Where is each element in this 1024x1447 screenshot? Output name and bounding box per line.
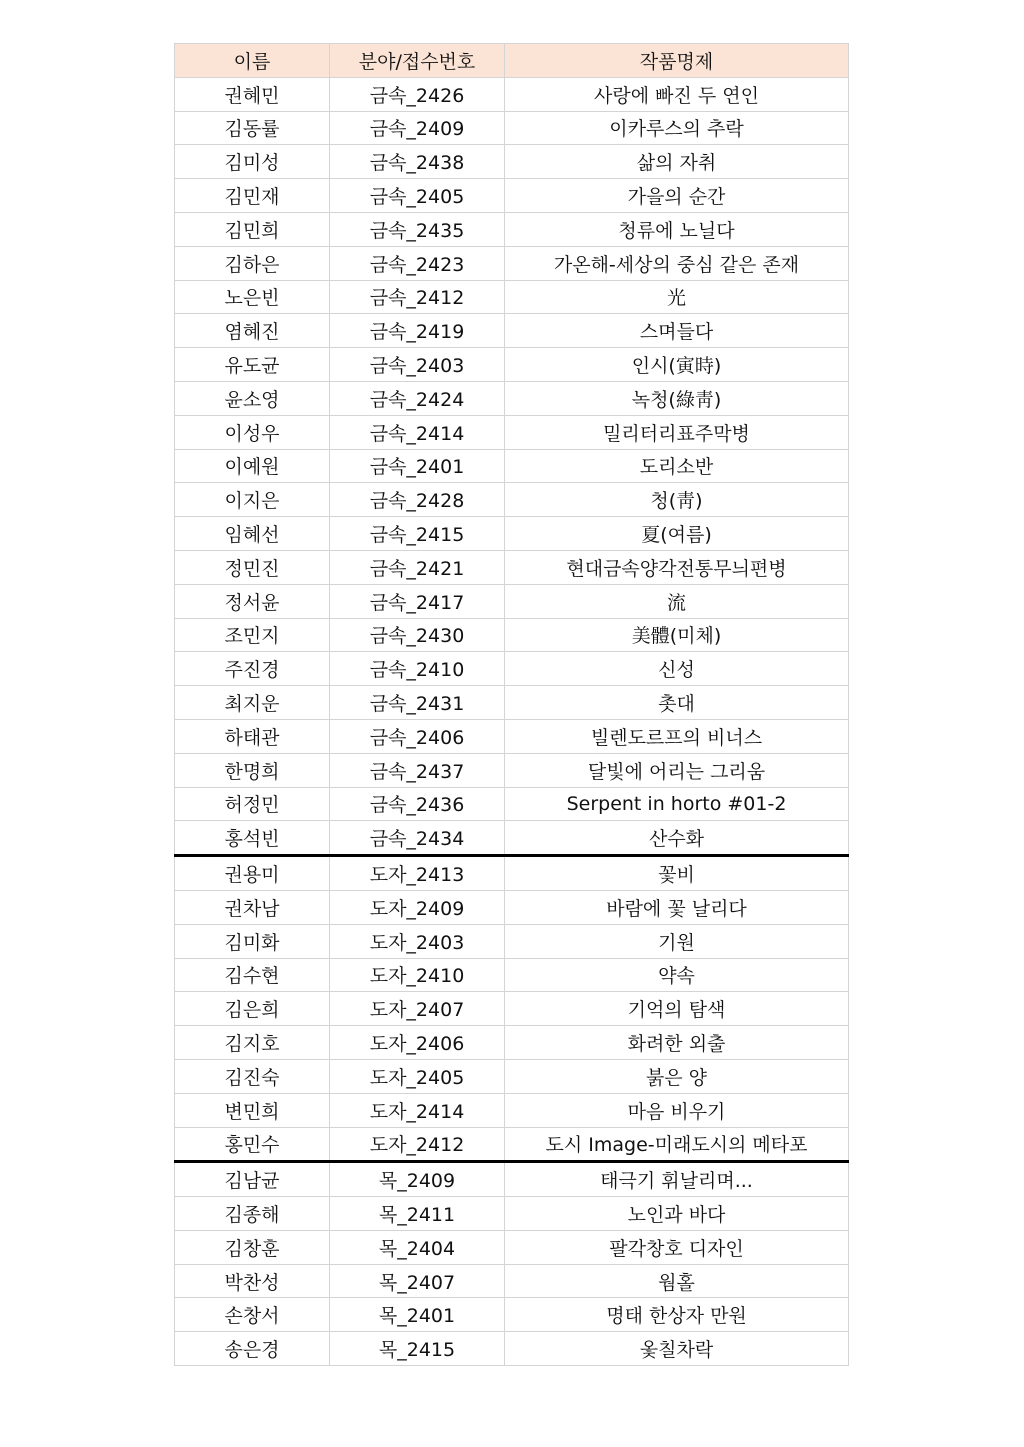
table-row bbox=[175, 212, 849, 246]
table-row bbox=[175, 719, 849, 753]
name-cell: 조민지 bbox=[175, 618, 330, 652]
name-cell: 김민재 bbox=[175, 179, 330, 213]
table-row bbox=[175, 517, 849, 551]
category-id-cell: 금속_2410 bbox=[330, 652, 505, 686]
category-id-cell: 금속_2405 bbox=[330, 179, 505, 213]
name-cell: 권용미 bbox=[175, 856, 330, 891]
table-row bbox=[175, 787, 849, 821]
table-row bbox=[175, 1026, 849, 1060]
table-row bbox=[175, 483, 849, 517]
category-id-cell: 목_2407 bbox=[330, 1264, 505, 1298]
work-title-cell: 팔각창호 디자인 bbox=[505, 1230, 849, 1264]
work-title-cell: 光 bbox=[505, 280, 849, 314]
name-cell: 홍석빈 bbox=[175, 821, 330, 856]
category-id-cell: 금속_2419 bbox=[330, 314, 505, 348]
category-id-cell: 도자_2414 bbox=[330, 1093, 505, 1127]
table-row bbox=[175, 1127, 849, 1162]
work-title-cell: 노인과 바다 bbox=[505, 1197, 849, 1231]
table-row bbox=[175, 652, 849, 686]
category-id-cell: 금속_2436 bbox=[330, 787, 505, 821]
table-row bbox=[175, 449, 849, 483]
category-id-cell: 금속_2401 bbox=[330, 449, 505, 483]
work-title-cell: 녹청(綠靑) bbox=[505, 381, 849, 415]
name-cell: 임혜선 bbox=[175, 517, 330, 551]
category-id-cell: 금속_2435 bbox=[330, 212, 505, 246]
work-title-cell: 빌렌도르프의 비너스 bbox=[505, 719, 849, 753]
table-row bbox=[175, 618, 849, 652]
name-cell: 김하은 bbox=[175, 246, 330, 280]
category-id-cell: 금속_2431 bbox=[330, 686, 505, 720]
name-cell: 하태관 bbox=[175, 719, 330, 753]
work-title-cell: 웜홀 bbox=[505, 1264, 849, 1298]
category-id-cell: 금속_2406 bbox=[330, 719, 505, 753]
name-cell: 정민진 bbox=[175, 550, 330, 584]
category-id-cell: 금속_2409 bbox=[330, 111, 505, 145]
table-row bbox=[175, 1298, 849, 1332]
name-cell: 주진경 bbox=[175, 652, 330, 686]
category-id-cell: 금속_2403 bbox=[330, 348, 505, 382]
table-row bbox=[175, 145, 849, 179]
category-id-cell: 도자_2407 bbox=[330, 992, 505, 1026]
category-id-cell: 목_2404 bbox=[330, 1230, 505, 1264]
name-cell: 이성우 bbox=[175, 415, 330, 449]
table-row bbox=[175, 821, 849, 856]
name-cell: 이예원 bbox=[175, 449, 330, 483]
category-id-cell: 도자_2413 bbox=[330, 856, 505, 891]
table-row bbox=[175, 280, 849, 314]
work-title-cell: 꽃비 bbox=[505, 856, 849, 891]
table-row bbox=[175, 246, 849, 280]
name-cell: 정서윤 bbox=[175, 584, 330, 618]
category-id-cell: 목_2415 bbox=[330, 1332, 505, 1366]
name-cell: 손창서 bbox=[175, 1298, 330, 1332]
category-id-cell: 금속_2426 bbox=[330, 77, 505, 111]
work-title-cell: 현대금속양각전통무늬편병 bbox=[505, 550, 849, 584]
name-cell: 최지운 bbox=[175, 686, 330, 720]
work-title-cell: 도시 Image-미래도시의 메타포 bbox=[505, 1127, 849, 1162]
table-row bbox=[175, 992, 849, 1026]
work-title-cell: 스며들다 bbox=[505, 314, 849, 348]
name-cell: 권차남 bbox=[175, 890, 330, 924]
name-cell: 김진숙 bbox=[175, 1059, 330, 1093]
category-id-cell: 도자_2410 bbox=[330, 958, 505, 992]
work-title-cell: 美體(미체) bbox=[505, 618, 849, 652]
name-cell: 변민희 bbox=[175, 1093, 330, 1127]
work-title-cell: 촛대 bbox=[505, 686, 849, 720]
name-cell: 김창훈 bbox=[175, 1230, 330, 1264]
name-cell: 김민희 bbox=[175, 212, 330, 246]
table-row bbox=[175, 584, 849, 618]
table-row bbox=[175, 1162, 849, 1197]
work-title-cell: 밀리터리표주막병 bbox=[505, 415, 849, 449]
table-header bbox=[175, 44, 849, 78]
entries-table bbox=[174, 43, 849, 1366]
name-cell: 노은빈 bbox=[175, 280, 330, 314]
work-title-cell: Serpent in horto #01-2 bbox=[505, 787, 849, 821]
work-title-cell: 도리소반 bbox=[505, 449, 849, 483]
table-body bbox=[175, 77, 849, 1365]
work-title-cell: 달빛에 어리는 그리움 bbox=[505, 753, 849, 787]
name-cell: 김동률 bbox=[175, 111, 330, 145]
category-id-cell: 목_2411 bbox=[330, 1197, 505, 1231]
name-cell: 김미성 bbox=[175, 145, 330, 179]
table-row bbox=[175, 415, 849, 449]
work-title-cell: 바람에 꽃 날리다 bbox=[505, 890, 849, 924]
category-id-cell: 금속_2414 bbox=[330, 415, 505, 449]
name-cell: 김종해 bbox=[175, 1197, 330, 1231]
work-title-cell: 기원 bbox=[505, 924, 849, 958]
header-work-title: 작품명제 bbox=[505, 44, 849, 78]
category-id-cell: 금속_2438 bbox=[330, 145, 505, 179]
name-cell: 김남균 bbox=[175, 1162, 330, 1197]
name-cell: 홍민수 bbox=[175, 1127, 330, 1162]
header-category-id: 분야/접수번호 bbox=[330, 44, 505, 78]
table-row bbox=[175, 686, 849, 720]
table-row bbox=[175, 314, 849, 348]
table-row bbox=[175, 179, 849, 213]
work-title-cell: 流 bbox=[505, 584, 849, 618]
work-title-cell: 가온해-세상의 중심 같은 존재 bbox=[505, 246, 849, 280]
category-id-cell: 도자_2406 bbox=[330, 1026, 505, 1060]
name-cell: 염혜진 bbox=[175, 314, 330, 348]
work-title-cell: 인시(寅時) bbox=[505, 348, 849, 382]
category-id-cell: 금속_2428 bbox=[330, 483, 505, 517]
work-title-cell: 산수화 bbox=[505, 821, 849, 856]
name-cell: 윤소영 bbox=[175, 381, 330, 415]
header-name: 이름 bbox=[175, 44, 330, 78]
name-cell: 유도균 bbox=[175, 348, 330, 382]
category-id-cell: 금속_2415 bbox=[330, 517, 505, 551]
category-id-cell: 금속_2423 bbox=[330, 246, 505, 280]
table-row bbox=[175, 111, 849, 145]
table-row bbox=[175, 1332, 849, 1366]
work-title-cell: 명태 한상자 만원 bbox=[505, 1298, 849, 1332]
name-cell: 김은희 bbox=[175, 992, 330, 1026]
work-title-cell: 청(靑) bbox=[505, 483, 849, 517]
name-cell: 박찬성 bbox=[175, 1264, 330, 1298]
category-id-cell: 금속_2437 bbox=[330, 753, 505, 787]
table-row bbox=[175, 856, 849, 891]
work-title-cell: 마음 비우기 bbox=[505, 1093, 849, 1127]
table-row bbox=[175, 77, 849, 111]
table-row bbox=[175, 381, 849, 415]
category-id-cell: 금속_2434 bbox=[330, 821, 505, 856]
table-row bbox=[175, 924, 849, 958]
name-cell: 김수현 bbox=[175, 958, 330, 992]
name-cell: 이지은 bbox=[175, 483, 330, 517]
category-id-cell: 도자_2409 bbox=[330, 890, 505, 924]
table-row bbox=[175, 1197, 849, 1231]
work-title-cell: 가을의 순간 bbox=[505, 179, 849, 213]
work-title-cell: 청류에 노닐다 bbox=[505, 212, 849, 246]
name-cell: 송은경 bbox=[175, 1332, 330, 1366]
name-cell: 김미화 bbox=[175, 924, 330, 958]
table-row bbox=[175, 958, 849, 992]
name-cell: 허정민 bbox=[175, 787, 330, 821]
work-title-cell: 이카루스의 추락 bbox=[505, 111, 849, 145]
work-title-cell: 기억의 탐색 bbox=[505, 992, 849, 1026]
category-id-cell: 목_2409 bbox=[330, 1162, 505, 1197]
table-row bbox=[175, 890, 849, 924]
work-title-cell: 화려한 외출 bbox=[505, 1026, 849, 1060]
header-row bbox=[175, 44, 849, 78]
name-cell: 권혜민 bbox=[175, 77, 330, 111]
category-id-cell: 금속_2412 bbox=[330, 280, 505, 314]
work-title-cell: 붉은 양 bbox=[505, 1059, 849, 1093]
category-id-cell: 도자_2412 bbox=[330, 1127, 505, 1162]
table-row bbox=[175, 1264, 849, 1298]
category-id-cell: 목_2401 bbox=[330, 1298, 505, 1332]
category-id-cell: 도자_2403 bbox=[330, 924, 505, 958]
table-row bbox=[175, 550, 849, 584]
work-title-cell: 태극기 휘날리며... bbox=[505, 1162, 849, 1197]
work-title-cell: 사랑에 빠진 두 연인 bbox=[505, 77, 849, 111]
category-id-cell: 금속_2430 bbox=[330, 618, 505, 652]
work-title-cell: 신성 bbox=[505, 652, 849, 686]
work-title-cell: 약속 bbox=[505, 958, 849, 992]
name-cell: 한명희 bbox=[175, 753, 330, 787]
table-row bbox=[175, 753, 849, 787]
category-id-cell: 금속_2421 bbox=[330, 550, 505, 584]
category-id-cell: 금속_2424 bbox=[330, 381, 505, 415]
work-title-cell: 삶의 자취 bbox=[505, 145, 849, 179]
work-title-cell: 옻칠차락 bbox=[505, 1332, 849, 1366]
name-cell: 김지호 bbox=[175, 1026, 330, 1060]
table-row bbox=[175, 1059, 849, 1093]
table-row bbox=[175, 348, 849, 382]
work-title-cell: 夏(여름) bbox=[505, 517, 849, 551]
table-row bbox=[175, 1093, 849, 1127]
category-id-cell: 금속_2417 bbox=[330, 584, 505, 618]
table-row bbox=[175, 1230, 849, 1264]
category-id-cell: 도자_2405 bbox=[330, 1059, 505, 1093]
